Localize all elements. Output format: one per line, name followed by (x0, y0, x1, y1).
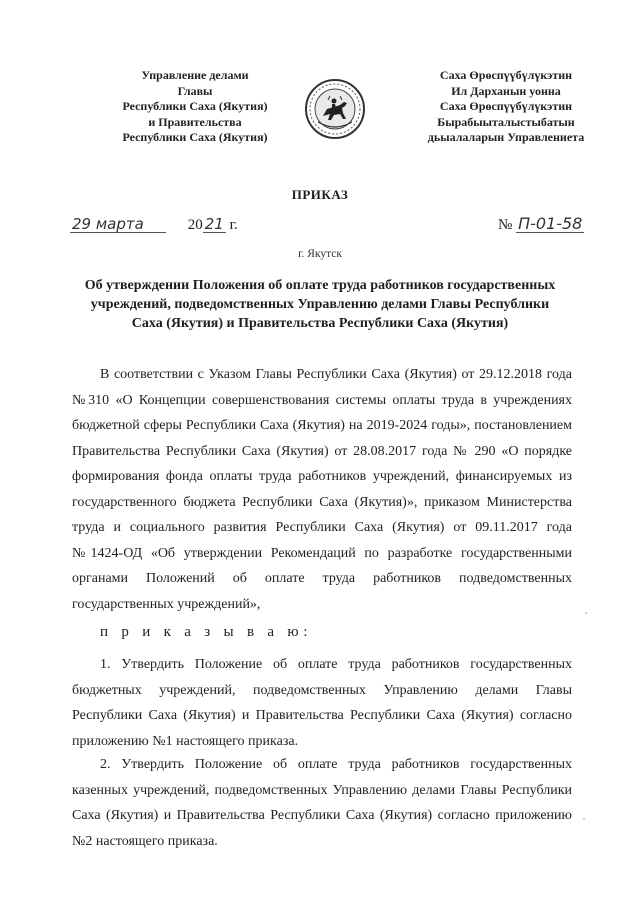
sakha-emblem-icon (304, 78, 366, 140)
preamble-paragraph: В соответствии с Указом Главы Республики Саха (Якутия) от 29.12.2018 года №310 «О Концепции совершенствования системы оплаты труда в учреждениях бюджетной сферы Республики Саха (Якутия) на 2019-2024 годы», постановлением Правительства Республики Саха (Якутия) от 28.08.2017 года № 290 «О порядке формирования фонда оплаты труда работников учреждений, финансируемых из государственного бюджета Республики Саха (Якутия)», приказом Министерства труда и социального развития Республики Саха (Якутия) от 09.11.2017 года №1424-ОД «Об утверждении Рекомендаций по разработке государственными органами Положений об оплате труда работников подведомственных государственных учреждений», (72, 367, 572, 612)
date-year-suffix: 21 (204, 215, 224, 233)
order-number-value: П-01-58 (518, 214, 583, 233)
header-left-block (106, 68, 284, 146)
document-title: ПРИКАЗ (291, 187, 349, 202)
header-right-line: Саха Өрөспүүбүлүкэтин (439, 99, 573, 113)
order-verb: п р и к а з ы в а ю: (100, 624, 313, 640)
header-right-line: дьыалаларын Управлениета (427, 130, 585, 144)
date-year-prefix: 20 (187, 217, 203, 233)
order-item: 2. Утвердить Положение об оплате труда работников государственных казенных учреждений, подведомственных Управлению делами Главы Республики Саха (Якутия) и Правительства Республики Саха (Якутия) согласно приложению №2 настоящего приказа. (72, 757, 572, 849)
header-left-line: Главы (177, 83, 213, 98)
order-number-prefix: № (498, 217, 513, 233)
header-right-line: Бырабыыталыстыбатын (437, 114, 575, 129)
scan-speck (585, 612, 587, 614)
order-number (498, 216, 584, 234)
order-subject: Об утверждении Положения об оплате труда работников государственных учреждений, подведомственных Управлению делами Главы Республики Саха (Якутия) и Правительства Республики Саха (Якутия) (84, 278, 556, 331)
header-left-line: Республики Саха (Якутия) (122, 99, 268, 113)
scan-speck (583, 818, 585, 820)
city-line: г. Якутск (298, 248, 342, 260)
header-right-block (412, 68, 600, 146)
header-right-line: Ил Дарханын уонна (451, 83, 561, 98)
order-item: 1. Утвердить Положение об оплате труда работников государственных бюджетных учреждений, подведомственных Управлению делами Главы Республики Саха (Якутия) и Правительства Республики Саха (Якутия) согласно приложению №1 настоящего приказа. (72, 657, 572, 749)
date-year-mark: г. (229, 217, 238, 233)
header-left-line: Республики Саха (Якутия) (122, 130, 268, 144)
header-right-line: Саха Өрөспүүбүлүкэтин (439, 68, 573, 82)
header-left-line: и Правительства (148, 114, 242, 129)
date-day-month: 29 марта (70, 216, 166, 233)
header-left-line: Управление делами (141, 68, 249, 82)
order-date (70, 216, 238, 234)
